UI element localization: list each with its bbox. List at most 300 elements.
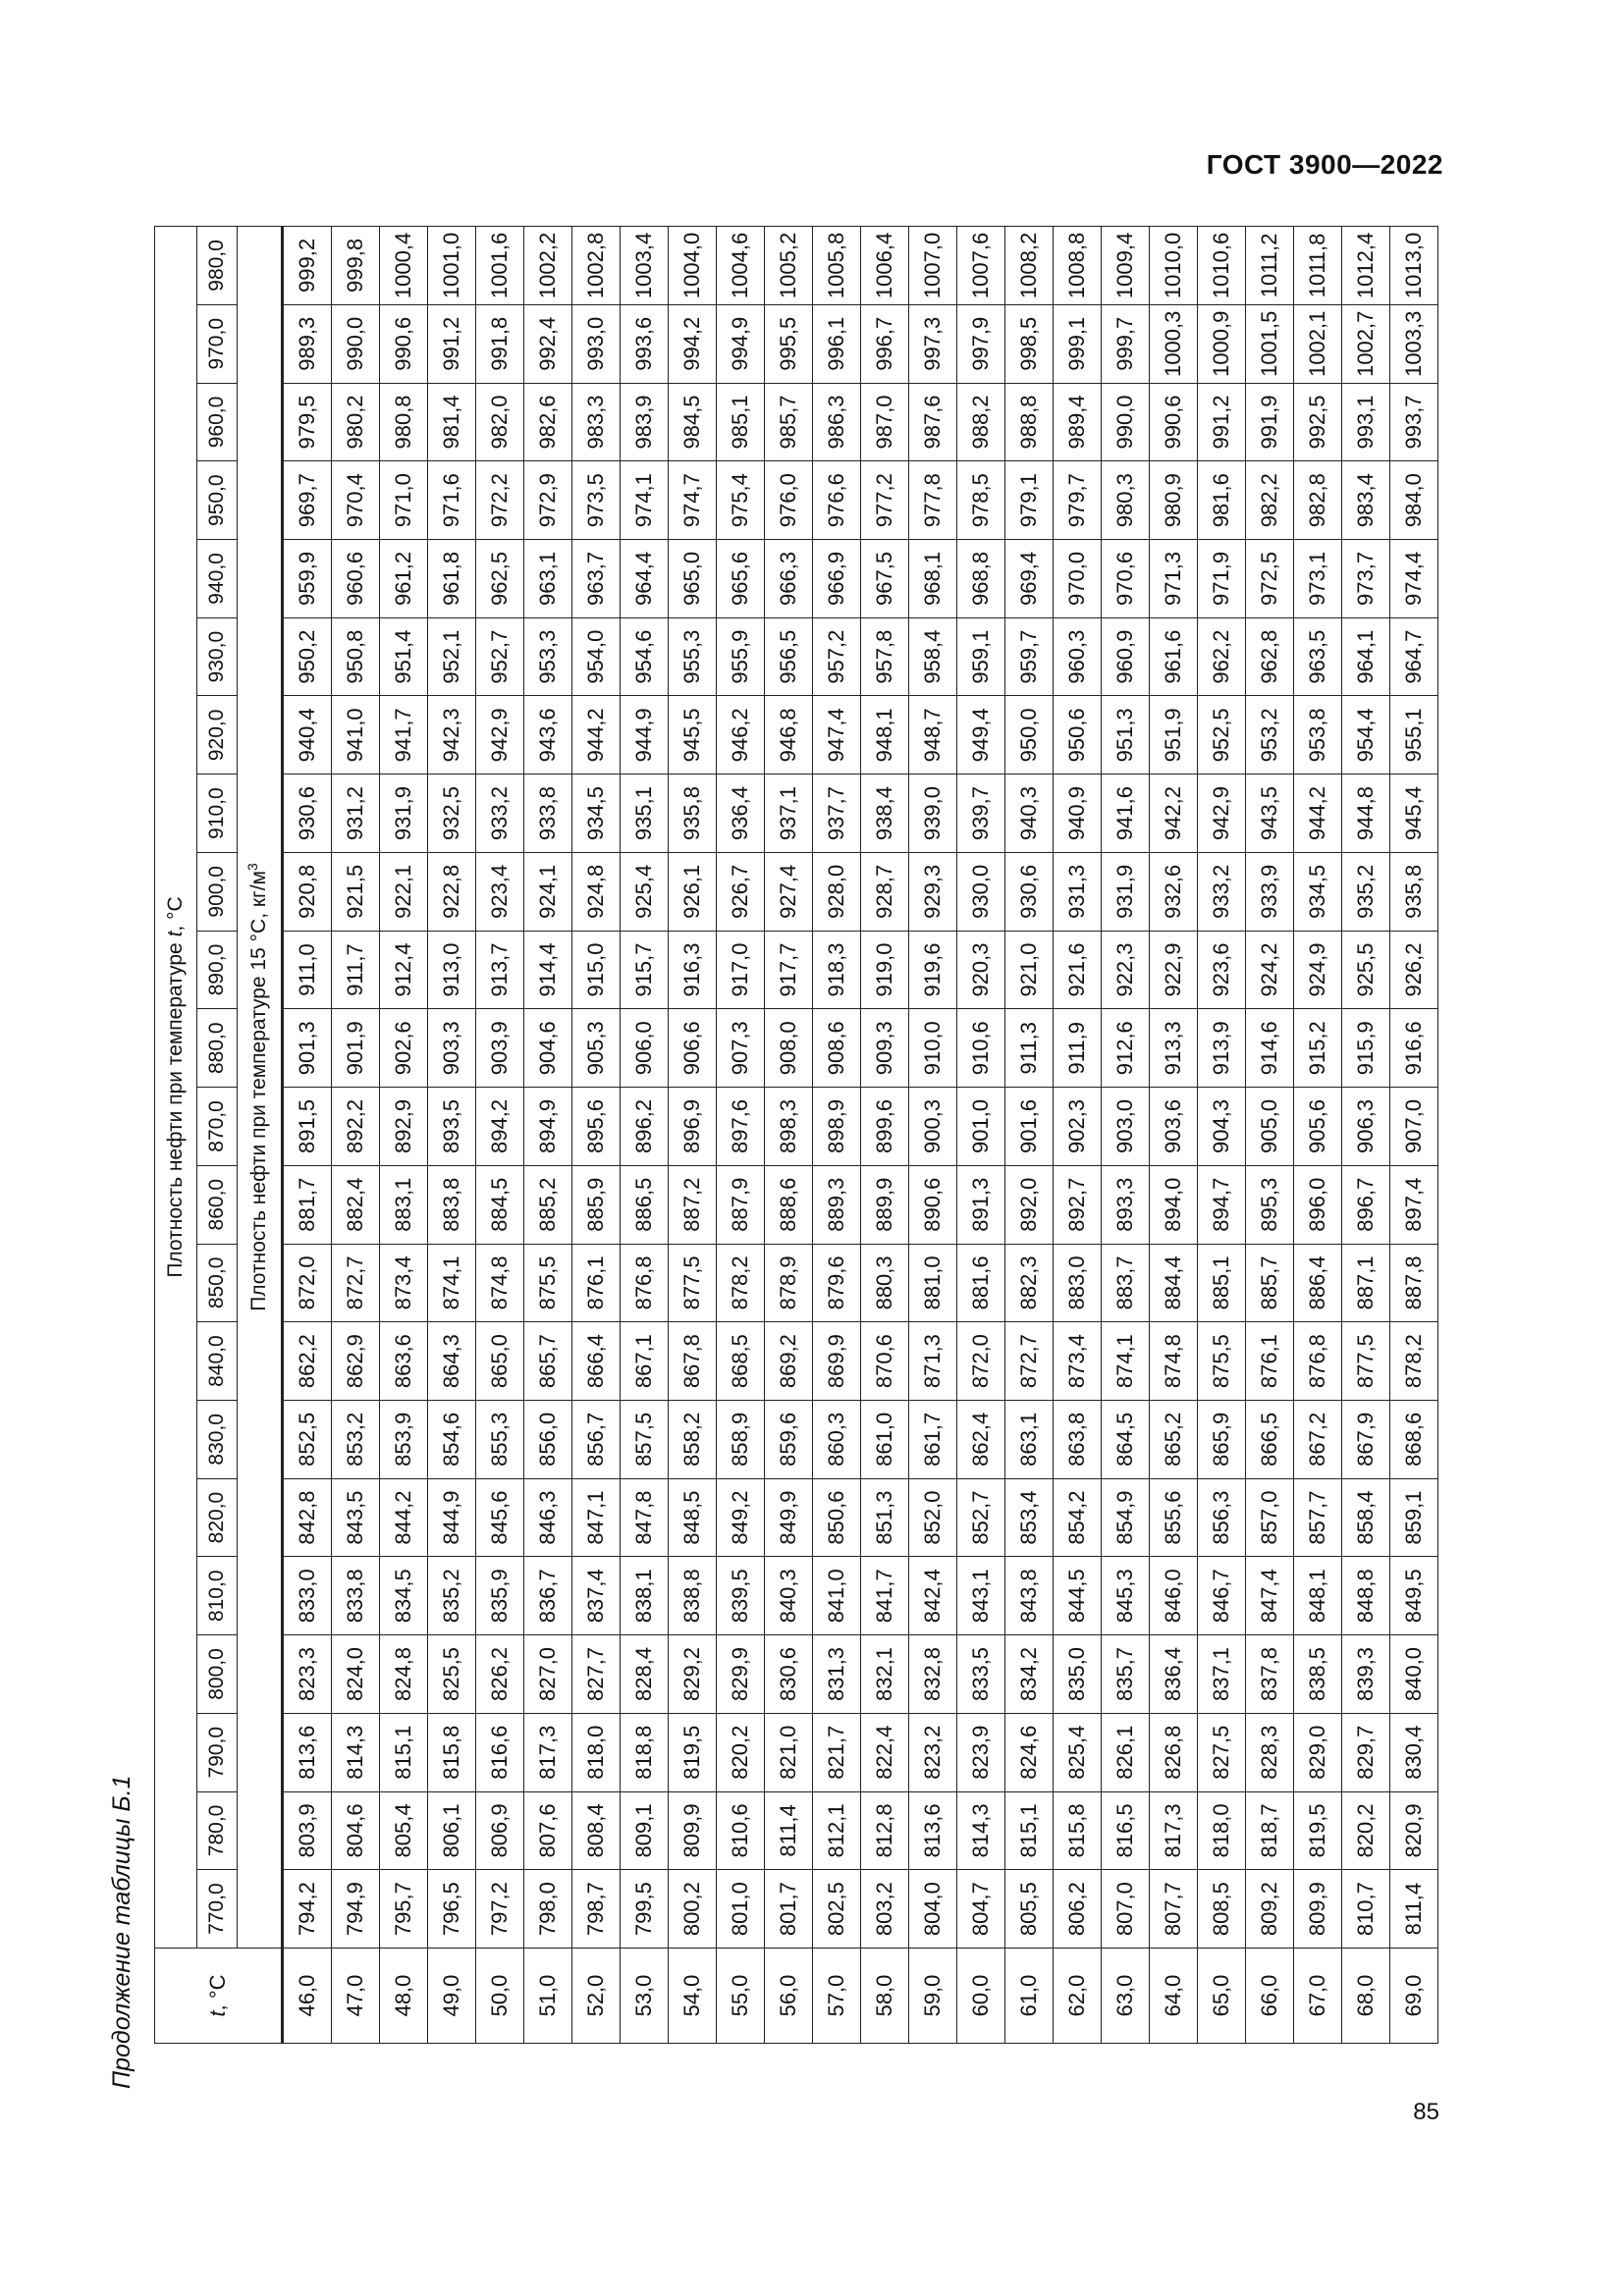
density-cell: 942,3 xyxy=(428,696,476,774)
table-row xyxy=(621,227,669,2044)
density-cell: 999,8 xyxy=(332,227,380,305)
density-cell: 959,1 xyxy=(957,617,1005,696)
density-cell: 897,6 xyxy=(717,1088,765,1166)
density-cell: 809,2 xyxy=(1246,1870,1294,1949)
density-cell: 809,9 xyxy=(1294,1870,1342,1949)
density-cell: 962,5 xyxy=(476,540,524,618)
density-cell: 907,0 xyxy=(1390,1088,1438,1166)
density-cell: 953,2 xyxy=(1246,696,1294,774)
density-cell: 815,8 xyxy=(428,1713,476,1791)
density-cell: 1013,0 xyxy=(1390,227,1438,305)
density-cell: 876,1 xyxy=(572,1244,621,1322)
density-cell: 838,8 xyxy=(669,1557,717,1635)
density-cell: 874,8 xyxy=(1150,1322,1198,1401)
density-cell: 878,2 xyxy=(717,1244,765,1322)
temperature-cell: 47,0 xyxy=(332,1949,380,2044)
density-cell: 827,7 xyxy=(572,1635,621,1714)
table-row xyxy=(572,227,621,2044)
density-cell: 840,3 xyxy=(765,1557,813,1635)
density-cell: 913,9 xyxy=(1198,1009,1246,1088)
column-header: 940,0 xyxy=(197,540,238,618)
density-cell: 851,3 xyxy=(861,1478,909,1557)
density-cell: 834,5 xyxy=(380,1557,428,1635)
density-cell: 990,0 xyxy=(1102,383,1150,461)
table-continuation-caption: Продолжение таблицы Б.1 xyxy=(108,1775,135,2089)
density-cell: 1002,8 xyxy=(572,227,621,305)
density-cell: 930,6 xyxy=(283,774,332,853)
density-cell: 877,5 xyxy=(669,1244,717,1322)
temperature-cell: 67,0 xyxy=(1294,1949,1342,2044)
density-cell: 862,4 xyxy=(957,1400,1005,1478)
density-cell: 848,5 xyxy=(669,1478,717,1557)
density-cell: 863,8 xyxy=(1054,1400,1102,1478)
density-cell: 826,2 xyxy=(476,1635,524,1714)
density-cell: 886,4 xyxy=(1294,1244,1342,1322)
density-cell: 804,0 xyxy=(909,1870,957,1949)
table-row xyxy=(380,227,428,2044)
density-cell: 809,1 xyxy=(621,1791,669,1870)
density-cell: 995,5 xyxy=(765,304,813,383)
density-cell: 903,9 xyxy=(476,1009,524,1088)
density-cell: 878,2 xyxy=(1390,1322,1438,1401)
density-cell: 826,8 xyxy=(1150,1713,1198,1791)
density-cell: 830,4 xyxy=(1390,1713,1438,1791)
density-cell: 913,3 xyxy=(1150,1009,1198,1088)
density-cell: 926,1 xyxy=(669,852,717,931)
density-cell: 1002,7 xyxy=(1342,304,1390,383)
density-cell: 935,8 xyxy=(669,774,717,853)
density-cell: 974,7 xyxy=(669,461,717,540)
density-cell: 908,6 xyxy=(813,1009,861,1088)
density-cell: 974,1 xyxy=(621,461,669,540)
density-cell: 983,3 xyxy=(572,383,621,461)
density-cell: 922,3 xyxy=(1102,931,1150,1009)
density-cell: 932,5 xyxy=(428,774,476,853)
density-cell: 837,4 xyxy=(572,1557,621,1635)
density-cell: 979,1 xyxy=(1005,461,1054,540)
density-cell: 984,0 xyxy=(1390,461,1438,540)
density-cell: 963,7 xyxy=(572,540,621,618)
density-cell: 855,3 xyxy=(476,1400,524,1478)
column-header-row xyxy=(197,227,238,2044)
density-cell: 1010,6 xyxy=(1198,227,1246,305)
temperature-cell: 50,0 xyxy=(476,1949,524,2044)
column-header: 880,0 xyxy=(197,1009,238,1088)
density-cell: 990,6 xyxy=(380,304,428,383)
density-cell: 971,9 xyxy=(1198,540,1246,618)
density-cell: 1001,0 xyxy=(428,227,476,305)
density-cell: 809,9 xyxy=(669,1791,717,1870)
density-cell: 846,0 xyxy=(1150,1557,1198,1635)
density-cell: 977,8 xyxy=(909,461,957,540)
density-cell: 919,6 xyxy=(909,931,957,1009)
density-cell: 820,2 xyxy=(717,1713,765,1791)
density-cell: 955,3 xyxy=(669,617,717,696)
density-cell: 894,0 xyxy=(1150,1165,1198,1244)
density-cell: 934,5 xyxy=(1294,852,1342,931)
column-header: 950,0 xyxy=(197,461,238,540)
density-cell: 922,9 xyxy=(1150,931,1198,1009)
density-cell: 810,6 xyxy=(717,1791,765,1870)
density-cell: 996,7 xyxy=(861,304,909,383)
density-cell: 978,5 xyxy=(957,461,1005,540)
density-cell: 980,9 xyxy=(1150,461,1198,540)
density-cell: 832,8 xyxy=(909,1635,957,1714)
table-row xyxy=(1390,227,1438,2044)
density-cell: 818,7 xyxy=(1246,1791,1294,1870)
density-cell: 1000,9 xyxy=(1198,304,1246,383)
density-cell: 821,7 xyxy=(813,1713,861,1791)
column-header: 960,0 xyxy=(197,383,238,461)
density-cell: 967,5 xyxy=(861,540,909,618)
density-cell: 906,6 xyxy=(669,1009,717,1088)
density-cell: 991,8 xyxy=(476,304,524,383)
density-cell: 977,2 xyxy=(861,461,909,540)
density-cell: 924,2 xyxy=(1246,931,1294,1009)
density-cell: 850,6 xyxy=(813,1478,861,1557)
column-header: 900,0 xyxy=(197,852,238,931)
table-row xyxy=(717,227,765,2044)
density-cell: 993,7 xyxy=(1390,383,1438,461)
temperature-cell: 58,0 xyxy=(861,1949,909,2044)
density-cell: 957,8 xyxy=(861,617,909,696)
density-cell: 961,2 xyxy=(380,540,428,618)
density-cell: 891,5 xyxy=(283,1088,332,1166)
temperature-cell: 65,0 xyxy=(1198,1949,1246,2044)
density-cell: 980,2 xyxy=(332,383,380,461)
density-cell: 915,0 xyxy=(572,931,621,1009)
density-cell: 1007,0 xyxy=(909,227,957,305)
density-cell: 914,4 xyxy=(524,931,572,1009)
density-cell: 950,6 xyxy=(1054,696,1102,774)
density-cell: 886,5 xyxy=(621,1165,669,1244)
density-cell: 960,9 xyxy=(1102,617,1150,696)
density-cell: 999,1 xyxy=(1054,304,1102,383)
density-cell: 920,8 xyxy=(283,852,332,931)
density-cell: 982,2 xyxy=(1246,461,1294,540)
density-cell: 844,2 xyxy=(380,1478,428,1557)
density-cell: 983,4 xyxy=(1342,461,1390,540)
table-row xyxy=(524,227,572,2044)
column-header: 820,0 xyxy=(197,1478,238,1557)
density-cell: 872,7 xyxy=(332,1244,380,1322)
density-cell: 857,7 xyxy=(1294,1478,1342,1557)
density-cell: 804,6 xyxy=(332,1791,380,1870)
density-cell: 833,5 xyxy=(957,1635,1005,1714)
density-cell: 874,1 xyxy=(428,1244,476,1322)
density-cell: 905,6 xyxy=(1294,1088,1342,1166)
density-cell: 1010,0 xyxy=(1150,227,1198,305)
temperature-cell: 49,0 xyxy=(428,1949,476,2044)
density-cell: 935,1 xyxy=(621,774,669,853)
density-cell: 797,2 xyxy=(476,1870,524,1949)
density-cell: 982,0 xyxy=(476,383,524,461)
temperature-cell: 48,0 xyxy=(380,1949,428,2044)
density-cell: 846,7 xyxy=(1198,1557,1246,1635)
density-cell: 929,3 xyxy=(909,852,957,931)
density-cell: 928,0 xyxy=(813,852,861,931)
density-cell: 872,0 xyxy=(283,1244,332,1322)
density-cell: 844,9 xyxy=(428,1478,476,1557)
density-cell: 932,6 xyxy=(1150,852,1198,931)
density-cell: 945,5 xyxy=(669,696,717,774)
column-header: 920,0 xyxy=(197,696,238,774)
density-cell: 865,9 xyxy=(1198,1400,1246,1478)
density-cell: 993,1 xyxy=(1342,383,1390,461)
density-cell: 853,2 xyxy=(332,1400,380,1478)
density-cell: 833,0 xyxy=(283,1557,332,1635)
density-cell: 910,6 xyxy=(957,1009,1005,1088)
density-cell: 989,3 xyxy=(283,304,332,383)
density-cell: 969,4 xyxy=(1005,540,1054,618)
density-cell: 829,0 xyxy=(1294,1713,1342,1791)
density-cell: 828,4 xyxy=(621,1635,669,1714)
density-cell: 889,3 xyxy=(813,1165,861,1244)
density-cell: 855,6 xyxy=(1150,1478,1198,1557)
table-row xyxy=(428,227,476,2044)
density-cell: 940,3 xyxy=(1005,774,1054,853)
density-cell: 997,9 xyxy=(957,304,1005,383)
density-cell: 931,3 xyxy=(1054,852,1102,931)
density-cell: 1004,6 xyxy=(717,227,765,305)
density-cell: 828,3 xyxy=(1246,1713,1294,1791)
temperature-cell: 60,0 xyxy=(957,1949,1005,2044)
density-cell: 822,4 xyxy=(861,1713,909,1791)
density-cell: 915,9 xyxy=(1342,1009,1390,1088)
density-cell: 829,7 xyxy=(1342,1713,1390,1791)
temperature-cell: 51,0 xyxy=(524,1949,572,2044)
table-row xyxy=(476,227,524,2044)
density-cell: 839,3 xyxy=(1342,1635,1390,1714)
density-cell: 827,5 xyxy=(1198,1713,1246,1791)
density-cell: 991,9 xyxy=(1246,383,1294,461)
density-cell: 883,7 xyxy=(1102,1244,1150,1322)
density-cell: 954,4 xyxy=(1342,696,1390,774)
column-header: 860,0 xyxy=(197,1165,238,1244)
density-cell: 973,1 xyxy=(1294,540,1342,618)
column-header: 890,0 xyxy=(197,931,238,1009)
temperature-cell: 56,0 xyxy=(765,1949,813,2044)
density-group-header: Плотность нефти при температуре t, °C xyxy=(155,227,197,1949)
density-cell: 873,4 xyxy=(380,1244,428,1322)
density-cell: 863,6 xyxy=(380,1322,428,1401)
temperature-cell: 61,0 xyxy=(1005,1949,1054,2044)
column-header: 770,0 xyxy=(197,1870,238,1949)
table-row xyxy=(1246,227,1294,2044)
density-cell: 903,6 xyxy=(1150,1088,1198,1166)
table-row xyxy=(669,227,717,2044)
density-cell: 884,5 xyxy=(476,1165,524,1244)
density-cell: 991,2 xyxy=(428,304,476,383)
density-cell: 982,6 xyxy=(524,383,572,461)
density-cell: 992,5 xyxy=(1294,383,1342,461)
density-cell: 993,0 xyxy=(572,304,621,383)
density-cell: 849,9 xyxy=(765,1478,813,1557)
density-cell: 987,0 xyxy=(861,383,909,461)
density-cell: 930,0 xyxy=(957,852,1005,931)
density-cell: 805,5 xyxy=(1005,1870,1054,1949)
density-cell: 913,7 xyxy=(476,931,524,1009)
density-cell: 942,9 xyxy=(476,696,524,774)
density-cell: 814,3 xyxy=(957,1791,1005,1870)
density-cell: 931,9 xyxy=(1102,852,1150,931)
density-cell: 963,5 xyxy=(1294,617,1342,696)
density-cell: 992,4 xyxy=(524,304,572,383)
density-cell: 944,8 xyxy=(1342,774,1390,853)
density-cell: 869,2 xyxy=(765,1322,813,1401)
density-cell: 825,5 xyxy=(428,1635,476,1714)
density-cell: 955,9 xyxy=(717,617,765,696)
density-cell: 1002,1 xyxy=(1294,304,1342,383)
density-cell: 879,6 xyxy=(813,1244,861,1322)
column-header: 840,0 xyxy=(197,1322,238,1401)
density-cell: 984,5 xyxy=(669,383,717,461)
density-cell: 848,8 xyxy=(1342,1557,1390,1635)
density-cell: 910,0 xyxy=(909,1009,957,1088)
density-cell: 925,4 xyxy=(621,852,669,931)
density-cell: 963,1 xyxy=(524,540,572,618)
density-cell: 832,1 xyxy=(861,1635,909,1714)
density-cell: 830,6 xyxy=(765,1635,813,1714)
density-cell: 915,7 xyxy=(621,931,669,1009)
density-cell: 865,7 xyxy=(524,1322,572,1401)
density-cell: 908,0 xyxy=(765,1009,813,1088)
density-cell: 847,8 xyxy=(621,1478,669,1557)
density-cell: 952,5 xyxy=(1198,696,1246,774)
density-cell: 843,8 xyxy=(1005,1557,1054,1635)
temperature-cell: 64,0 xyxy=(1150,1949,1198,2044)
density-cell: 1001,5 xyxy=(1246,304,1294,383)
density-cell: 887,1 xyxy=(1342,1244,1390,1322)
density-cell: 916,3 xyxy=(669,931,717,1009)
density-cell: 857,0 xyxy=(1246,1478,1294,1557)
density-cell: 945,4 xyxy=(1390,774,1438,853)
density-cell: 835,7 xyxy=(1102,1635,1150,1714)
density-cell: 854,9 xyxy=(1102,1478,1150,1557)
density-cell: 845,3 xyxy=(1102,1557,1150,1635)
density-cell: 823,9 xyxy=(957,1713,1005,1791)
density-cell: 839,5 xyxy=(717,1557,765,1635)
density-cell: 819,5 xyxy=(1294,1791,1342,1870)
density-cell: 805,4 xyxy=(380,1791,428,1870)
density-cell: 919,0 xyxy=(861,931,909,1009)
standard-designation: ГОСТ 3900—2022 xyxy=(1206,149,1443,180)
density-cell: 931,9 xyxy=(380,774,428,853)
temperature-cell: 69,0 xyxy=(1390,1949,1438,2044)
density-cell: 836,7 xyxy=(524,1557,572,1635)
density-cell: 880,3 xyxy=(861,1244,909,1322)
density-cell: 956,5 xyxy=(765,617,813,696)
density-cell: 983,9 xyxy=(621,383,669,461)
density-cell: 941,7 xyxy=(380,696,428,774)
density-cell: 883,0 xyxy=(1054,1244,1102,1322)
density-cell: 921,5 xyxy=(332,852,380,931)
density-cell: 915,2 xyxy=(1294,1009,1342,1088)
density-cell: 911,3 xyxy=(1005,1009,1054,1088)
density-cell: 857,5 xyxy=(621,1400,669,1478)
density-cell: 986,3 xyxy=(813,383,861,461)
density-cell: 952,1 xyxy=(428,617,476,696)
density-cell: 922,1 xyxy=(380,852,428,931)
density-cell: 960,6 xyxy=(332,540,380,618)
density-cell: 842,4 xyxy=(909,1557,957,1635)
density-cell: 988,2 xyxy=(957,383,1005,461)
density-cell: 918,3 xyxy=(813,931,861,1009)
density-cell: 901,0 xyxy=(957,1088,1005,1166)
density-cell: 894,7 xyxy=(1198,1165,1246,1244)
density-cell: 821,0 xyxy=(765,1713,813,1791)
density-cell: 858,4 xyxy=(1342,1478,1390,1557)
density-cell: 848,1 xyxy=(1294,1557,1342,1635)
density-cell: 903,3 xyxy=(428,1009,476,1088)
density-cell: 835,9 xyxy=(476,1557,524,1635)
table-row xyxy=(1054,227,1102,2044)
density-cell: 837,8 xyxy=(1246,1635,1294,1714)
density-cell: 878,9 xyxy=(765,1244,813,1322)
density-cell: 803,2 xyxy=(861,1870,909,1949)
density-cell: 905,0 xyxy=(1246,1088,1294,1166)
density-cell: 903,0 xyxy=(1102,1088,1150,1166)
density-cell: 1012,4 xyxy=(1342,227,1390,305)
density-cell: 948,1 xyxy=(861,696,909,774)
density-cell: 965,0 xyxy=(669,540,717,618)
column-header: 810,0 xyxy=(197,1557,238,1635)
density-cell: 979,5 xyxy=(283,383,332,461)
density-cell: 815,1 xyxy=(380,1713,428,1791)
density-cell: 942,9 xyxy=(1198,774,1246,853)
density-cell: 818,8 xyxy=(621,1713,669,1791)
density-cell: 953,8 xyxy=(1294,696,1342,774)
density-cell: 1011,8 xyxy=(1294,227,1342,305)
density-cell: 794,2 xyxy=(283,1870,332,1949)
density-cell: 812,8 xyxy=(861,1791,909,1870)
density-cell: 843,1 xyxy=(957,1557,1005,1635)
density-table xyxy=(154,226,1438,2044)
density-cell: 872,0 xyxy=(957,1322,1005,1401)
density-cell: 943,5 xyxy=(1246,774,1294,853)
density-cell: 972,2 xyxy=(476,461,524,540)
column-header: 850,0 xyxy=(197,1244,238,1322)
density-cell: 885,2 xyxy=(524,1165,572,1244)
density-cell: 970,4 xyxy=(332,461,380,540)
density-cell: 959,7 xyxy=(1005,617,1054,696)
density-cell: 835,0 xyxy=(1054,1635,1102,1714)
density-cell: 946,8 xyxy=(765,696,813,774)
density-cell: 939,7 xyxy=(957,774,1005,853)
density-cell: 852,0 xyxy=(909,1478,957,1557)
column-header: 800,0 xyxy=(197,1635,238,1714)
density-cell: 911,9 xyxy=(1054,1009,1102,1088)
density-cell: 999,2 xyxy=(283,227,332,305)
density-cell: 874,1 xyxy=(1102,1322,1150,1401)
density-cell: 1002,2 xyxy=(524,227,572,305)
density-cell: 941,0 xyxy=(332,696,380,774)
density-cell: 813,6 xyxy=(909,1791,957,1870)
density-cell: 803,9 xyxy=(283,1791,332,1870)
density-cell: 954,0 xyxy=(572,617,621,696)
page-number: 85 xyxy=(1413,2099,1439,2125)
density-cell: 891,3 xyxy=(957,1165,1005,1244)
density-cell: 813,6 xyxy=(283,1713,332,1791)
table-row xyxy=(332,227,380,2044)
density-cell: 862,2 xyxy=(283,1322,332,1401)
density-cell: 960,3 xyxy=(1054,617,1102,696)
temperature-cell: 53,0 xyxy=(621,1949,669,2044)
density-cell: 958,4 xyxy=(909,617,957,696)
density-cell: 944,9 xyxy=(621,696,669,774)
density-cell: 816,6 xyxy=(476,1713,524,1791)
density-cell: 892,0 xyxy=(1005,1165,1054,1244)
